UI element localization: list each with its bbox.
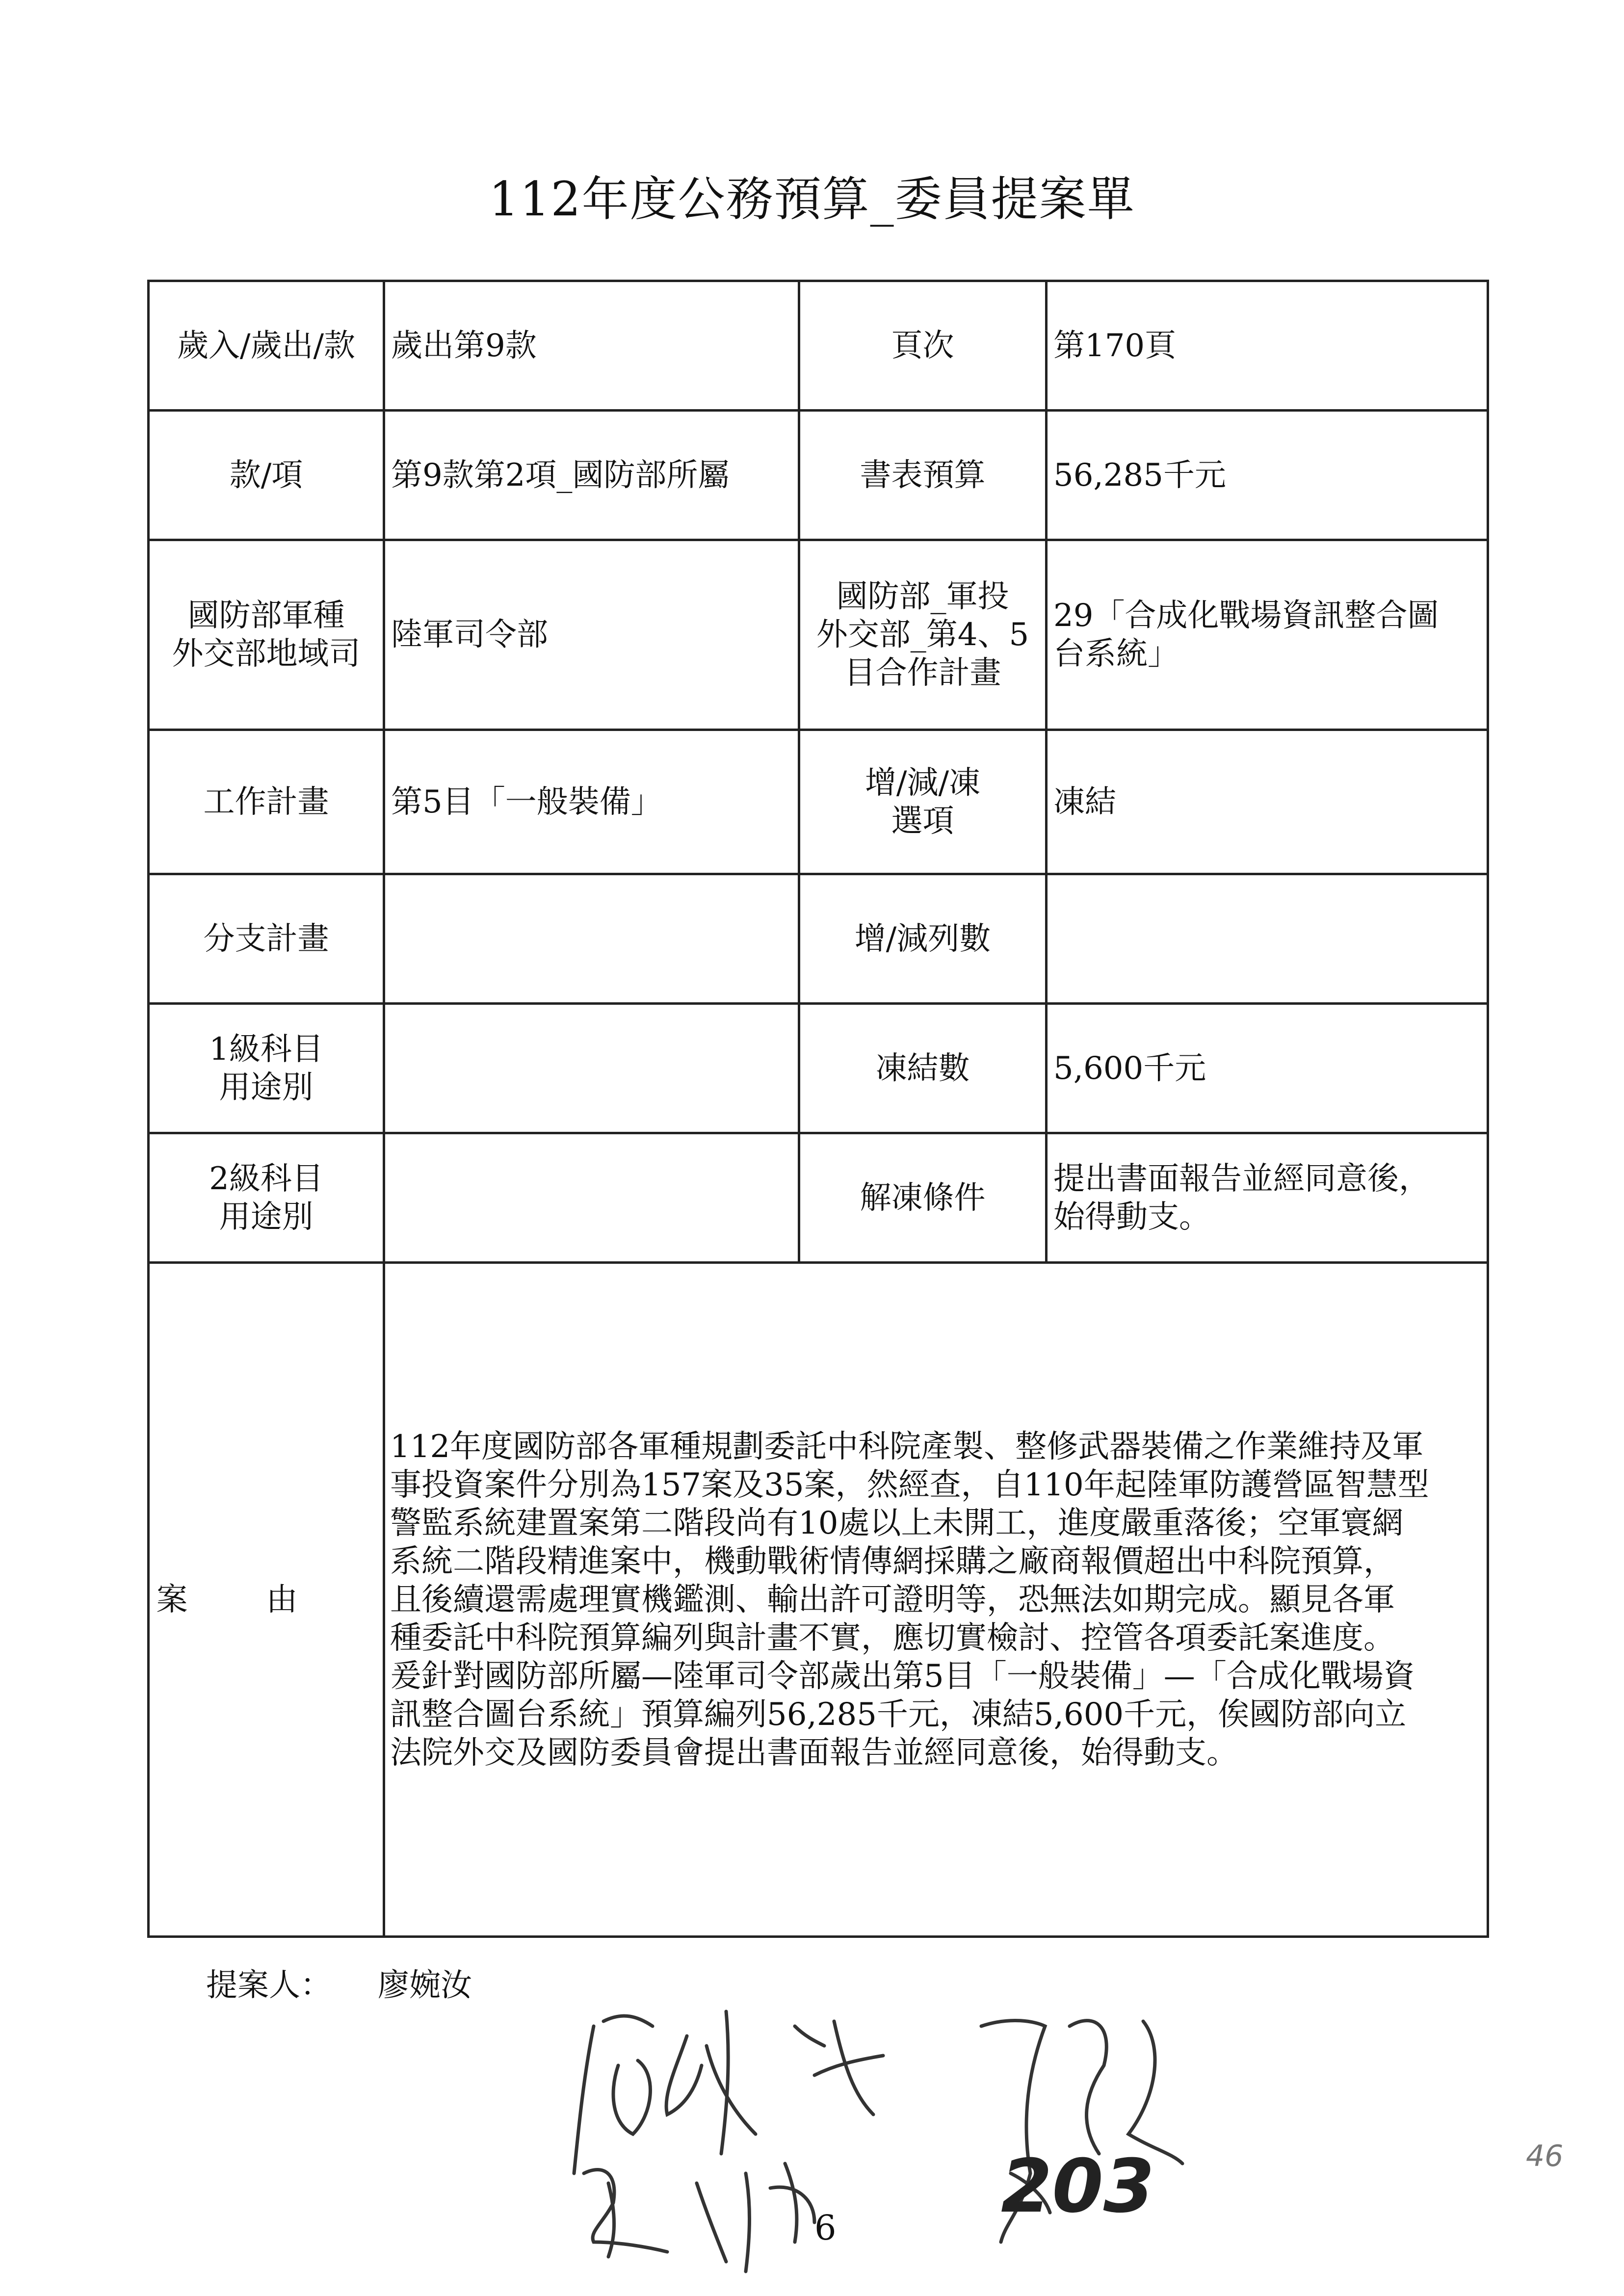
field-label: [149, 1133, 384, 1263]
label-line: 選項: [891, 803, 954, 839]
label-line: 用途別: [219, 1069, 314, 1106]
value-line: 提出書面報告並經同意後，: [1053, 1160, 1430, 1197]
table-row: [149, 874, 1488, 1004]
field-label: [149, 540, 384, 730]
reason-row: [149, 1263, 1488, 1937]
label-line: 目合作計畫: [844, 655, 1001, 691]
label-line: 增/減/凍: [864, 764, 981, 801]
field-value: 第9款第2項_國防部所屬: [384, 411, 799, 540]
label-line: 2級科目: [209, 1160, 323, 1197]
reason-line: 系統二階段精進案中，機動戰術情傳網採購之廠商報價超出中科院預算，: [390, 1543, 1395, 1580]
signature-stroke: [795, 2021, 883, 2114]
reason-text: [384, 1263, 1488, 1937]
reason-line: 112年度國防部各軍種規劃委託中科院產製、整修武器裝備之作業維持及軍: [390, 1428, 1424, 1465]
field-label: 款/項: [149, 411, 384, 540]
field-value: [384, 874, 799, 1004]
field-value: [384, 1004, 799, 1133]
handwritten-number: 203: [1001, 2144, 1155, 2229]
field-label: 分支計畫: [149, 874, 384, 1004]
label-line: 國防部軍種: [187, 598, 345, 634]
handwritten-signatures: [540, 1967, 1374, 2281]
proposer-label: 提案人：: [206, 1967, 332, 2004]
field-label: 增/減列數: [799, 874, 1047, 1004]
field-label: 解凍條件: [799, 1133, 1047, 1263]
reason-line: 事投資案件分別為157案及35案，然經查，自110年起陸軍防護營區智慧型: [390, 1466, 1429, 1503]
field-value: [1047, 874, 1488, 1004]
table-row: [149, 1004, 1488, 1133]
reason-line: 爰針對國防部所屬—陸軍司令部歲出第5目「一般裝備」—「合成化戰場資: [390, 1658, 1415, 1695]
field-value: 陸軍司令部: [384, 540, 799, 730]
field-label: 歲入/歲出/款: [149, 281, 384, 411]
table-row: [149, 540, 1488, 730]
field-value: 5,600千元: [1047, 1004, 1488, 1133]
signature-stroke: [574, 2016, 653, 2173]
table-row: [149, 730, 1488, 874]
field-label: 書表預算: [799, 411, 1047, 540]
value-line: 29「合成化戰場資訊整合圖: [1053, 598, 1439, 634]
reason-line: 種委託中科院預算編列與計畫不實，應切實檢討、控管各項委託案進度。: [390, 1619, 1395, 1656]
field-label: [799, 730, 1047, 874]
label-line: 1級科目: [209, 1031, 323, 1068]
value-line: 始得動支。: [1053, 1199, 1210, 1235]
field-label: 頁次: [799, 281, 1047, 411]
table-row: [149, 281, 1488, 411]
reason-line: 訊整合圖台系統」預算編列56,285千元，凍結5,600千元，俟國防部向立: [390, 1696, 1407, 1733]
table-row: [149, 411, 1488, 540]
field-value: 56,285千元: [1047, 411, 1488, 540]
signature-stroke: [1070, 2021, 1182, 2164]
signature-stroke: [697, 2164, 814, 2271]
label-line: 外交部_第4、5: [816, 617, 1029, 653]
field-value: 第5目「一般裝備」: [384, 730, 799, 874]
reason-label: 案由: [149, 1263, 384, 1937]
label-line: 外交部地域司: [172, 636, 361, 672]
document-title: 112年度公務預算_委員提案單: [489, 172, 1135, 227]
reason-line: 警監系統建置案第二階段尚有10處以上未開工，進度嚴重落後；空軍寰網: [390, 1505, 1404, 1541]
field-label: [149, 1004, 384, 1133]
field-value: 凍結: [1047, 730, 1488, 874]
value-line: 台系統」: [1053, 636, 1179, 672]
reason-line: 且後續還需處理實機鑑測、輸出許可證明等，恐無法如期完成。顯見各軍: [390, 1581, 1395, 1618]
label-line: 用途別: [219, 1199, 314, 1235]
proposer-name: 廖婉汝: [378, 1967, 472, 2004]
reason-line: 法院外交及國防委員會提出書面報告並經同意後，始得動支。: [390, 1734, 1238, 1771]
corner-mark: 46: [1526, 2139, 1564, 2173]
proposal-form-table: [147, 280, 1489, 1938]
label-line: 國防部_軍投: [836, 578, 1009, 615]
field-label: 凍結數: [799, 1004, 1047, 1133]
signature-stroke: [584, 2170, 667, 2257]
field-value: [384, 1133, 799, 1263]
field-value: 第170頁: [1047, 281, 1488, 411]
page-number: 6: [814, 2208, 837, 2248]
field-label: 工作計畫: [149, 730, 384, 874]
table-row: [149, 1133, 1488, 1263]
field-value: [1047, 540, 1488, 730]
field-value: 歲出第9款: [384, 281, 799, 411]
field-value: [1047, 1133, 1488, 1263]
field-label: [799, 540, 1047, 730]
signature-stroke: [666, 2011, 756, 2154]
